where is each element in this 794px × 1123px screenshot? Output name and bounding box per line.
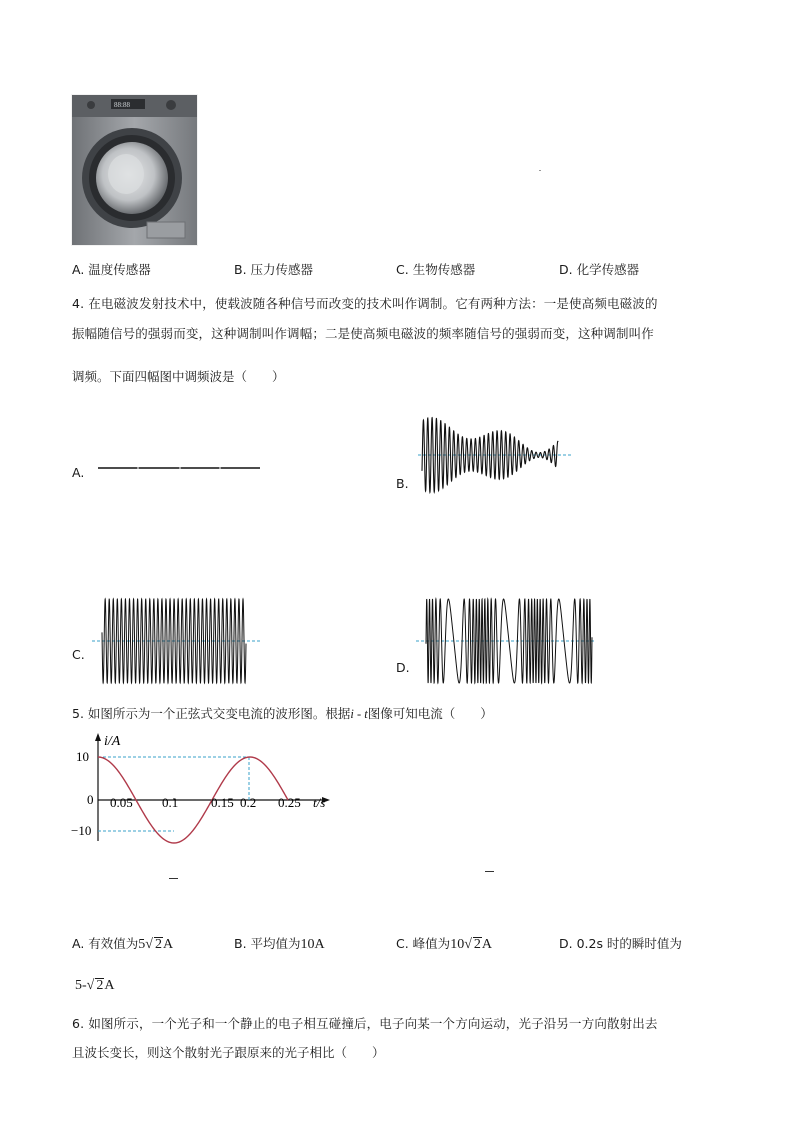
q4-stem-line-1: 4. 在电磁波发射技术中，使载波随各种信号而改变的技术叫作调制。它有两种方法：一是使高频电磁波的 (72, 296, 658, 311)
q3-option-d[interactable]: D. 化学传感器 (559, 262, 640, 277)
q5-option-c[interactable]: C. 峰值为10√ 2A (396, 936, 492, 952)
q4-option-a-label[interactable]: A. (72, 465, 85, 480)
q4-wave-b[interactable] (418, 408, 574, 502)
xtick-025: 0.25 (278, 795, 301, 810)
washing-machine-image (71, 94, 198, 246)
q3-option-c[interactable]: C. 生物传感器 (396, 262, 476, 277)
q5-option-d[interactable]: D. 0.2s 时的瞬时值为 (559, 936, 682, 951)
xtick-02: 0.2 (240, 795, 257, 810)
ytick-0: 0 (87, 792, 94, 807)
q4-stem-line-2: 振幅随信号的强弱而变，这种调制叫作调幅；二是使高频电磁波的频率随信号的强弱而变，这种调制叫作 (72, 326, 654, 341)
xtick-015: 0.15 (211, 795, 234, 810)
q4-option-b-label[interactable]: B. (396, 476, 409, 491)
q5-stem: 5. 如图所示为一个正弦式交变电流的波形图。根据i - t图像可知电流（ ） (72, 706, 493, 721)
q4-wave-b-curve (422, 418, 558, 493)
q4-wave-c[interactable] (92, 596, 262, 688)
q4-wave-a[interactable] (98, 465, 263, 473)
y-axis-arrow (95, 733, 101, 741)
y-axis-label: i/A (104, 734, 121, 749)
q4-option-d-label[interactable]: D. (396, 660, 410, 675)
q5-current-graph (66, 728, 341, 846)
image-speck (539, 170, 541, 171)
ytick-neg10: −10 (71, 823, 92, 838)
xtick-01: 0.1 (162, 795, 179, 810)
q4-option-c-label[interactable]: C. (72, 647, 85, 662)
q5-option-b[interactable]: B. 平均值为10A (234, 936, 325, 952)
mark-left (169, 878, 178, 879)
q5-option-d-value[interactable]: 5-√ 2A (75, 978, 115, 993)
q4-stem-line-3: 调频。下面四幅图中调频波是（ ） (72, 369, 285, 384)
q3-option-b[interactable]: B. 压力传感器 (234, 262, 314, 277)
x-axis-label: t/s (313, 795, 326, 810)
q4-wave-d[interactable] (416, 596, 598, 688)
q6-stem-line-2: 且波长变长，则这个散射光子跟原来的光子相比（ ） (72, 1045, 385, 1060)
q5-option-a[interactable]: A. 有效值为5√ 2A (72, 936, 174, 952)
q6-stem-line-1: 6. 如图所示，一个光子和一个静止的电子相互碰撞后，电子向某一个方向运动，光子沿另一方向散射出去 (72, 1016, 658, 1031)
svg-text:88:88: 88:88 (114, 101, 130, 109)
ytick-10: 10 (76, 749, 89, 764)
xtick-005: 0.05 (110, 795, 133, 810)
q3-option-a[interactable]: A. 温度传感器 (72, 262, 151, 277)
mark-right (485, 871, 494, 872)
